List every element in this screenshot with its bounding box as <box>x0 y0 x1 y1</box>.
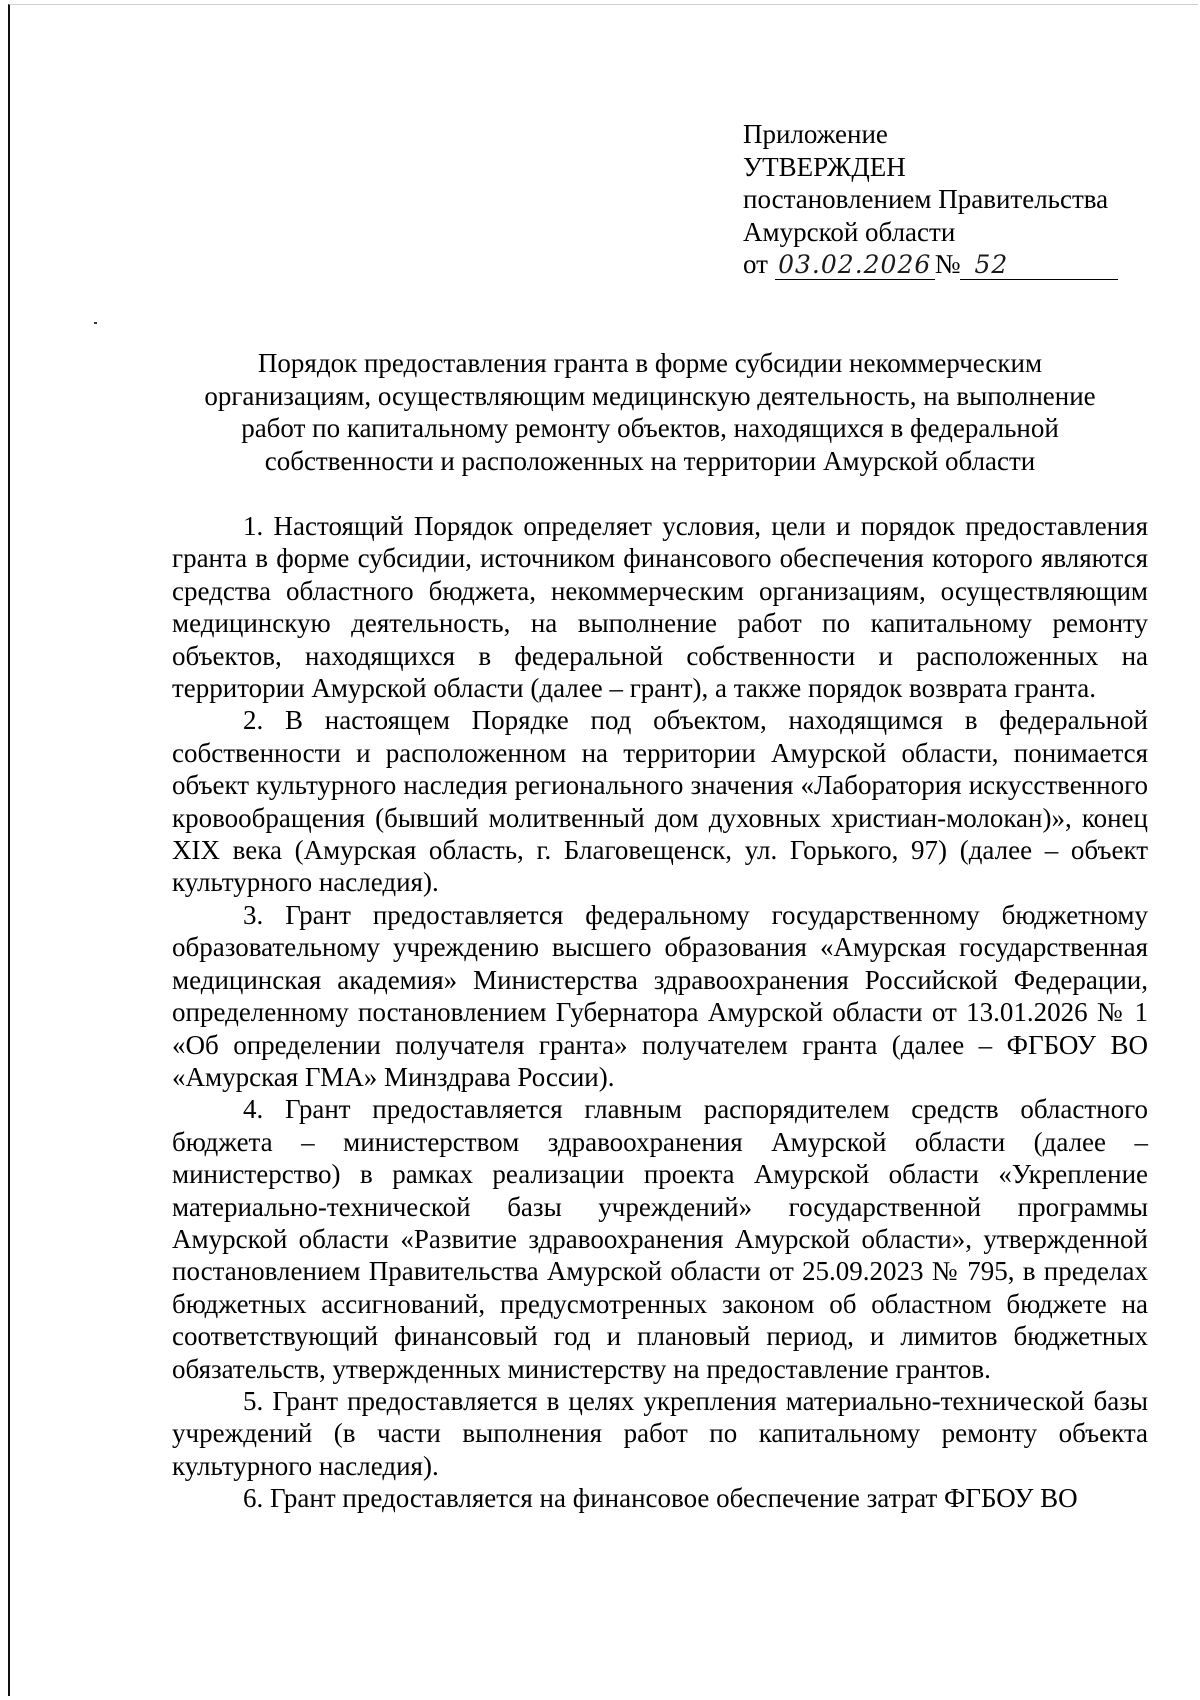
approved-label: УТВЕРЖДЕН <box>743 151 906 182</box>
appendix-label: Приложение <box>743 119 888 149</box>
paragraph-2: 2. В настоящем Порядке под объектом, находящимся в федеральной собственности и расположенном на территории Амурской области, понимается объект культурного наследия регионального значения «Лаборатория искусственного кровообращения (бывший молитвенный дом духовных христиан-молокан)», конец XIX века (Амурская область, г. Благовещенск, ул. Горького, 97) (далее – объект культурного наследия). <box>172 705 1148 898</box>
title-line: собственности и расположенных на территории Амурской области <box>264 445 1036 476</box>
scan-speck <box>94 322 97 324</box>
from-label: от <box>743 249 768 279</box>
document-title <box>170 347 1130 477</box>
paragraph-6: 6. Грант предоставляется на финансовое обеспечение затрат ФГБОУ ВО <box>243 1483 1078 1514</box>
document-body <box>172 510 1148 1515</box>
paragraph-4: 4. Грант предоставляется главным распорядителем средств областного бюджета – министерством здравоохранения Амурской области (далее – министерство) в рамках реализации проекта Амурской области «Укрепление материально-технической базы учреждений» государственной программы Амурской области «Развитие здравоохранения Амурской области», утвержденной постановлением Правительства Амурской области от 25.09.2023 № 795, в пределах бюджетных ассигнований, предусмотренных законом об областном бюджете на соответствующий финансовый год и плановый период, и лимитов бюджетных обязательств, утвержденных министерству на предоставление грантов. <box>172 1094 1148 1384</box>
region-line: Амурской области <box>743 216 956 247</box>
paragraph-3: 3. Грант предоставляется федеральному государственному бюджетному образовательному учреждению высшего образования «Амурская государственная медицинская академия» Министерства здравоохранения Российской Федерации, определенному постановлением Губернатора Амурской области от 13.01.2026 № 1 «Об определении получателя гранта» получателем гранта (далее – ФГБОУ ВО «Амурская ГМА» Минздрава России). <box>172 899 1148 1092</box>
handwritten-date: 03.02.2026 <box>775 251 935 280</box>
number-sign: № <box>934 249 961 279</box>
approved-by-line: постановлением Правительства <box>743 184 1109 214</box>
handwritten-number: 52 <box>960 251 1118 280</box>
paragraph-5: 5. Грант предоставляется в целях укрепления материально-технической базы учреждений (в части выполнения работ по капитальному ремонту объекта культурного наследия). <box>172 1385 1148 1481</box>
title-line: организациям, осуществляющим медицинскую деятельность, на выполнение <box>204 380 1096 411</box>
title-line: Порядок предоставления гранта в форме субсидии некоммерческим <box>257 348 1043 378</box>
approval-block <box>743 118 1163 281</box>
paragraph-1: 1. Настоящий Порядок определяет условия, цели и порядок предоставления гранта в форме субсидии, источником финансового обеспечения которого являются средства областного бюджета, некоммерческим организациям, осуществляющим медицинскую деятельность, на выполнение работ по капитальному ремонту объектов, находящихся в федеральной собственности и расположенных на территории Амурской области (далее – грант), а также порядок возврата гранта. <box>172 511 1148 704</box>
title-line: работ по капитальному ремонту объектов, находящихся в федеральной <box>241 413 1059 443</box>
date-number-line <box>743 248 1163 281</box>
